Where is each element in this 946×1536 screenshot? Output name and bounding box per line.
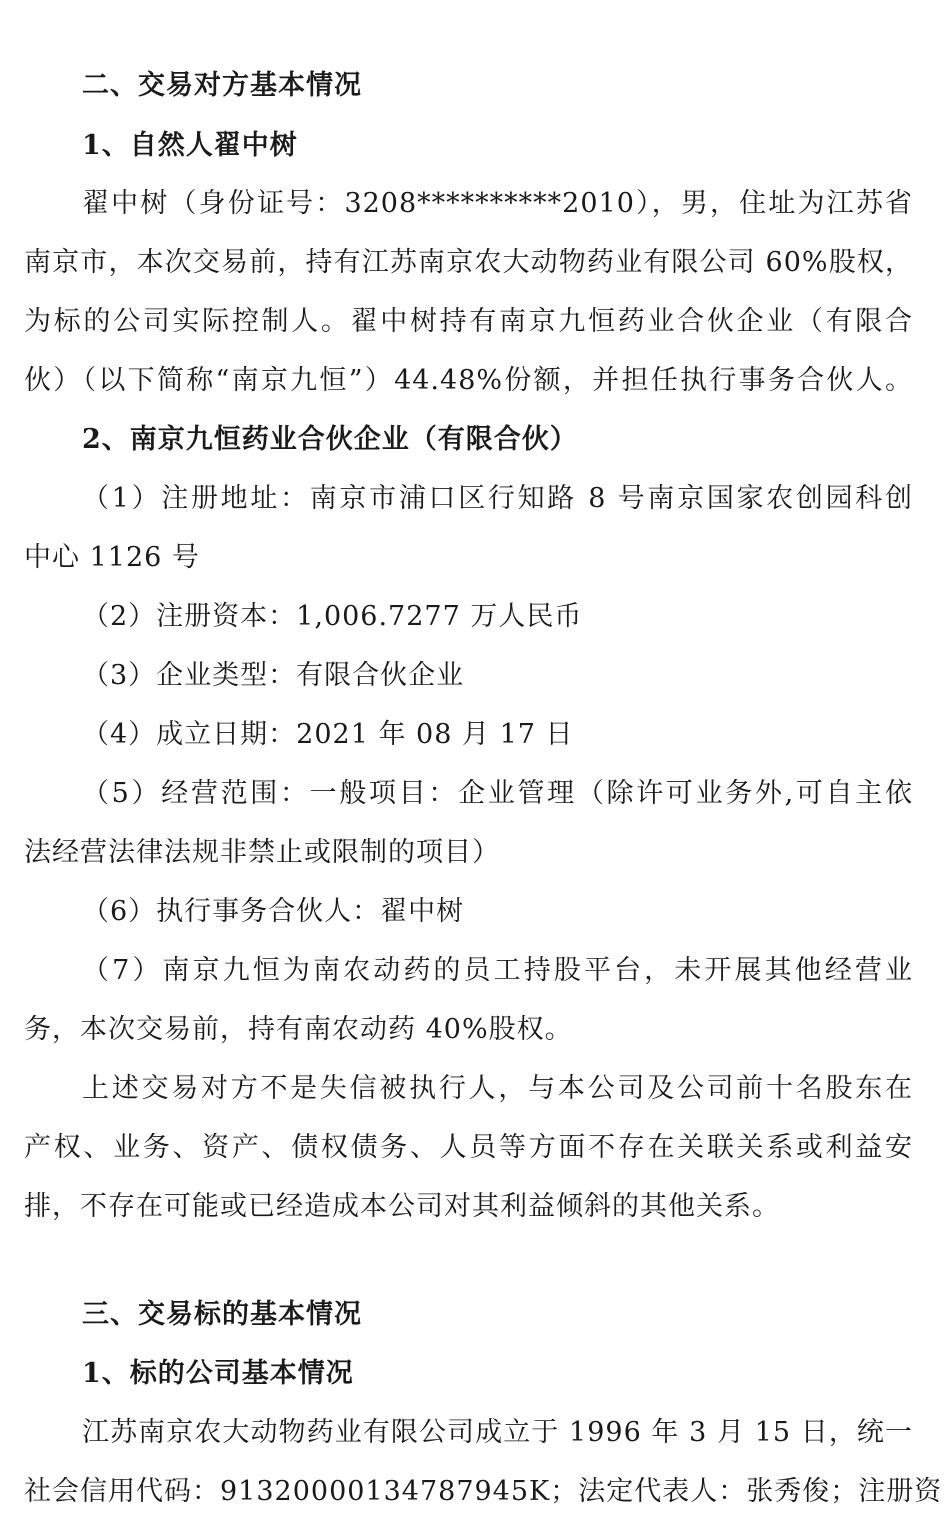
paragraph-line: 南京市，本次交易前，持有江苏南京农大动物药业有限公司 60%股权， xyxy=(24,247,913,278)
item-registered-address-cont: 中心 1126 号 xyxy=(24,542,200,573)
subsection-2-2-heading: 2、南京九恒药业合伙企业（有限合伙） xyxy=(82,424,578,455)
paragraph-line: 为标的公司实际控制人。翟中树持有南京九恒药业合伙企业（有限合 xyxy=(24,306,913,337)
paragraph-line: 翟中树（身份证号：3208**********2010），男，住址为江苏省 xyxy=(82,188,913,219)
item-business-scope-cont: 法经营法律法规非禁止或限制的项目） xyxy=(24,837,500,868)
item-business-scope: （5）经营范围：一般项目：企业管理（除许可业务外,可自主依 xyxy=(82,778,913,809)
item-registered-address: （1）注册地址：南京市浦口区行知路 8 号南京国家农创园科创 xyxy=(82,483,913,514)
item-registered-capital: （2）注册资本：1,006.7277 万人民币 xyxy=(82,601,583,632)
section-3-heading: 三、交易标的基本情况 xyxy=(82,1299,362,1330)
item-enterprise-type: （3）企业类型：有限合伙企业 xyxy=(82,660,465,691)
summary-line: 上述交易对方不是失信被执行人，与本公司及公司前十名股东在 xyxy=(82,1073,913,1104)
paragraph-line: 江苏南京农大动物药业有限公司成立于 1996 年 3 月 15 日，统一 xyxy=(82,1417,913,1448)
subsection-3-1-heading: 1、标的公司基本情况 xyxy=(82,1358,354,1389)
paragraph-line: 社会信用代码：91320000134787945K；法定代表人：张秀俊；注册资 xyxy=(24,1476,943,1507)
item-employee-platform-cont: 务，本次交易前，持有南农动药 40%股权。 xyxy=(24,1014,573,1045)
subsection-2-1-heading: 1、自然人翟中树 xyxy=(82,130,298,161)
item-employee-platform: （7）南京九恒为南农动药的员工持股平台，未开展其他经营业 xyxy=(82,955,913,986)
item-establishment-date: （4）成立日期：2021 年 08 月 17 日 xyxy=(82,719,574,750)
summary-line: 排，不存在可能或已经造成本公司对其利益倾斜的其他关系。 xyxy=(24,1191,780,1222)
paragraph-line: 伙）（以下简称“南京九恒”）44.48%份额，并担任执行事务合伙人。 xyxy=(24,365,913,396)
summary-line: 产权、业务、资产、债权债务、人员等方面不存在关联关系或利益安 xyxy=(24,1132,913,1163)
item-executive-partner: （6）执行事务合伙人：翟中树 xyxy=(82,896,465,927)
section-2-heading: 二、交易对方基本情况 xyxy=(82,70,362,101)
